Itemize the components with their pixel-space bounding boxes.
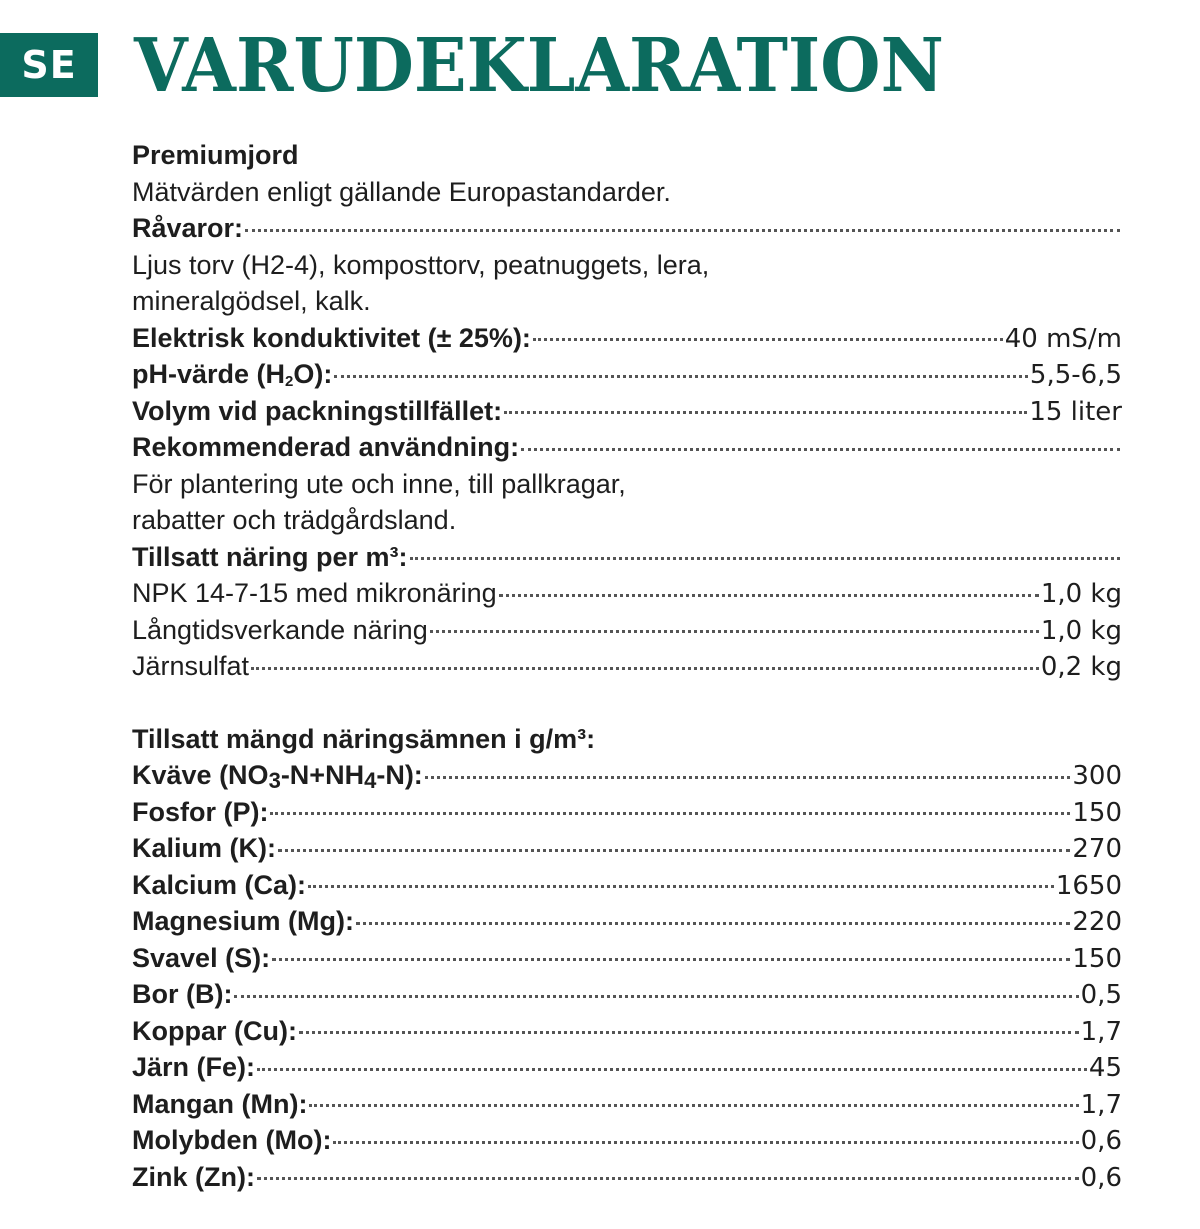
nutrient-row [132,867,1122,904]
nutrient-label: Molybden (Mo): [132,1125,332,1155]
nutrient-value: 0,6 [1080,1126,1122,1156]
dot-leader [257,1177,1079,1180]
nutrient-value: 270 [1072,834,1122,864]
nutrient-value: 1,7 [1080,1089,1122,1120]
added-item-label: Långtidsverkande näring [132,614,428,645]
usage-text-1: För plantering ute och inne, till pallkragar, [132,468,626,499]
usage-row [132,429,1122,466]
standards-note: Mätvärden enligt gällande Europastandarder. [132,176,671,207]
dot-leader [430,630,1039,633]
declaration-list [132,137,1122,1195]
nutrient-label: Svavel (S): [132,942,271,973]
dot-leader [334,375,1028,378]
added-item-label: Järnsulfat [132,651,250,681]
raw-materials-text-1: Ljus torv (H2-4), komposttorv, peatnuggets, lera, [132,249,710,280]
dot-leader [499,594,1039,597]
nutrient-row-nitrogen [132,757,1122,794]
dot-leader [410,557,1120,560]
usage-text-2: rabatter och trädgårdsland. [132,505,457,535]
nutrient-label: Zink (Zn): [132,1161,255,1192]
dot-leader [245,229,1120,232]
nutrient-row [132,976,1122,1013]
nutrient-value: 45 [1088,1053,1122,1083]
added-per-m3-label: Tillsatt näring per m³: [132,541,408,572]
nutrient-label: Bor (B): [132,979,233,1009]
nutrient-row [132,1049,1122,1086]
section-spacer [132,685,1122,721]
dot-leader [251,667,1039,670]
property-row-conductivity [132,320,1122,357]
dot-leader [333,1141,1078,1144]
added-item-row [132,575,1122,612]
added-item-row [132,612,1122,649]
dot-leader [533,338,1003,341]
nutrient-row [132,903,1122,940]
property-label: Elektrisk konduktivitet (± 25%): [132,322,531,353]
product-name: Premiumjord [132,140,299,170]
added-per-m3-row [132,539,1122,576]
nutrient-label: Magnesium (Mg): [132,906,354,936]
nutrient-label: Kalium (K): [132,833,276,863]
nutrient-value: 1,7 [1080,1016,1122,1047]
dot-leader [234,995,1078,998]
nutrient-value: 150 [1072,943,1122,974]
dot-leader [309,1104,1078,1107]
dot-leader [272,958,1070,961]
added-item-label: NPK 14-7-15 med mikronäring [132,578,497,608]
dot-leader [308,885,1054,888]
nutrient-row [132,830,1122,867]
dot-leader [504,411,1027,414]
usage-label: Rekommenderad användning: [132,432,520,462]
property-value: 5,5-6,5 [1029,360,1122,390]
dot-leader [270,812,1070,815]
dot-leader [425,776,1071,779]
nutrient-row [132,1013,1122,1050]
nutrient-value: 150 [1072,797,1122,828]
nutrient-label: Fosfor (P): [132,796,269,827]
added-item-value: 0,2 kg [1040,652,1122,682]
nutrients-heading: Tillsatt mängd näringsämnen i g/m³: [132,723,596,754]
added-item-value: 1,0 kg [1040,615,1122,646]
property-row-ph [132,356,1122,393]
nutrient-row [132,940,1122,977]
nutrient-label: Kalcium (Ca): [132,869,307,900]
property-label: pH-värde $(H_2O)$: [132,359,333,390]
nutrient-row [132,1086,1122,1123]
dot-leader [278,849,1070,852]
nutrient-row [132,1159,1122,1196]
dot-leader [257,1068,1087,1071]
property-value: 40 mS/m [1004,323,1122,354]
page-title: VARUDEKLARATION [134,23,944,109]
nutrient-value: 220 [1072,907,1122,937]
property-label: Volym vid packningstillfället: [132,395,503,426]
dot-leader [299,1031,1079,1034]
added-item-value: 1,0 kg [1040,579,1122,609]
dot-leader [356,922,1070,925]
raw-materials-label: Råvaror: [132,213,244,243]
raw-materials-text-2: mineralgödsel, kalk. [132,286,371,316]
nutrient-row [132,1122,1122,1159]
nutrient-value: 1650 [1055,870,1122,901]
property-value: 15 liter [1029,396,1122,427]
nutrient-label: Mangan (Mn): [132,1088,308,1119]
property-row-volume [132,393,1122,430]
nutrient-value: 300 [1072,761,1122,791]
raw-materials-row [132,210,1122,247]
nutrient-label: Koppar (Cu): [132,1015,297,1046]
language-badge: SE [0,33,98,97]
dot-leader [521,448,1120,451]
added-item-row [132,648,1122,685]
nutrient-value: 0,6 [1080,1162,1122,1193]
nutrient-label: Kväve $(NO_3-N+NH_4-N)$: [132,760,423,793]
nutrient-value: 0,5 [1080,980,1122,1010]
nutrient-label: Järn (Fe): [132,1052,256,1082]
